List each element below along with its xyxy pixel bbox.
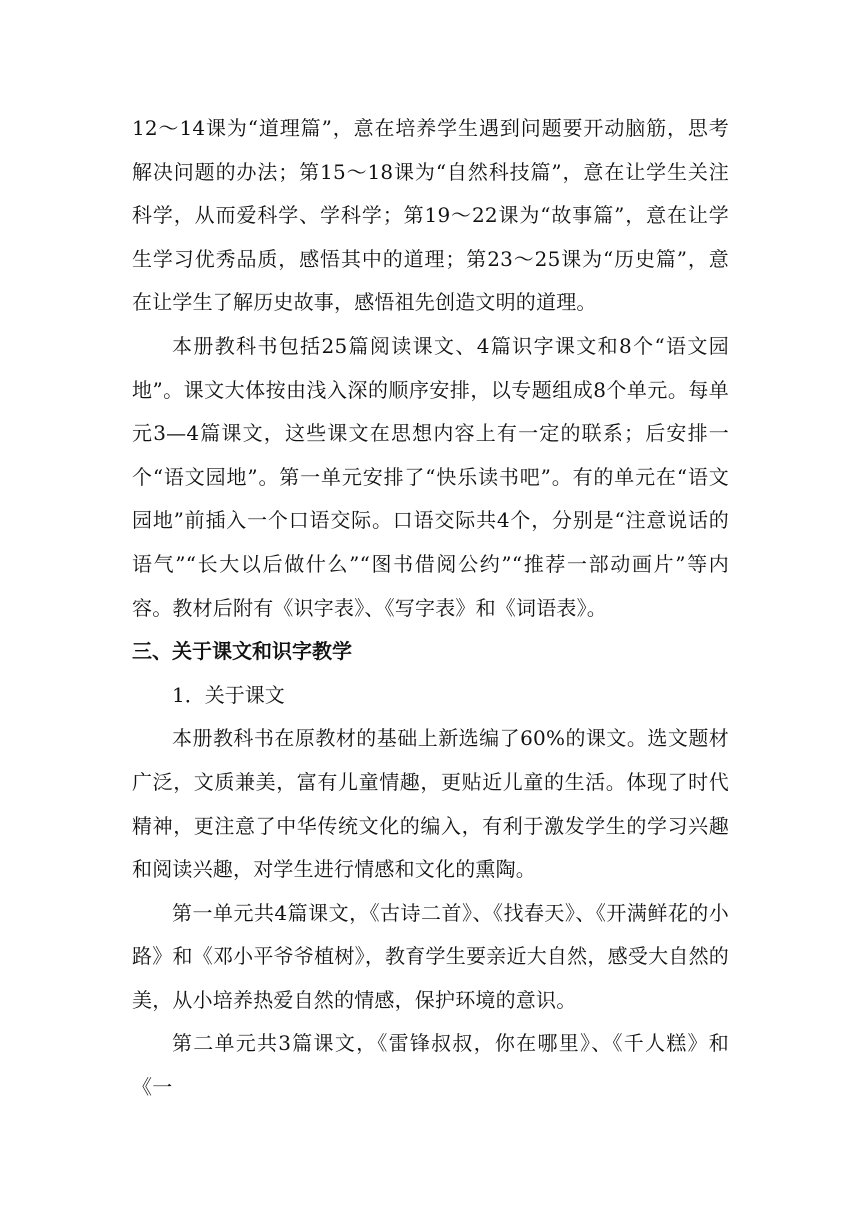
paragraph-unit-two: 第二单元共3篇课文，《雷锋叔叔，你在哪里》、《千人糕》和《一: [132, 1031, 729, 1100]
paragraph-texts-intro: 本册教科书在原教材的基础上新选编了60%的课文。选文题材广泛，文质兼美，富有儿童情趣，更贴近儿童的生活。体现了时代精神，更注意了中华传统文化的编入，有利于激发学生的学习兴趣和阅读兴趣，对学生进行情感和文化的熏陶。: [132, 726, 729, 882]
section-heading: 三、关于课文和识字教学: [132, 639, 352, 664]
paragraph-book-structure: 本册教科书包括25篇阅读课文、4篇识字课文和8个“语文园地”。课文大体按由浅入深的顺序安排，以专题组成8个单元。每单元3—4篇课文，这些课文在思想内容上有一定的联系；后安排一个“语文园地”。第一单元安排了“快乐读书吧”。有的单元在“语文园地”前插入一个口语交际。口语交际共4个，分别是“注意说话的语气”“长大以后做什么”“图书借阅公约”“推荐一部动画片”等内容。教材后附有《识字表》、《写字表》和《词语表》。: [132, 333, 729, 620]
paragraph-unit-one: 第一单元共4篇课文，《古诗二首》、《找春天》、《开满鲜花的小路》和《邓小平爷爷植树》，教育学生要亲近大自然，感受大自然的美，从小培养热爱自然的情感，保护环境的意识。: [132, 900, 729, 1012]
subheading: 1．关于课文: [172, 682, 285, 707]
document-page: [132, 107, 729, 1110]
paragraph-continued: 12～14课为“道理篇”，意在培养学生遇到问题要开动脑筋，思考解决问题的办法；第15～18课为“自然科技篇”，意在让学生关注科学，从而爱科学、学科学；第19～22课为“故事篇”，意在让学生学习优秀品质，感悟其中的道理；第23～25课为“历史篇”，意在让学生了解历史故事，感悟祖先创造文明的道理。: [132, 116, 729, 315]
